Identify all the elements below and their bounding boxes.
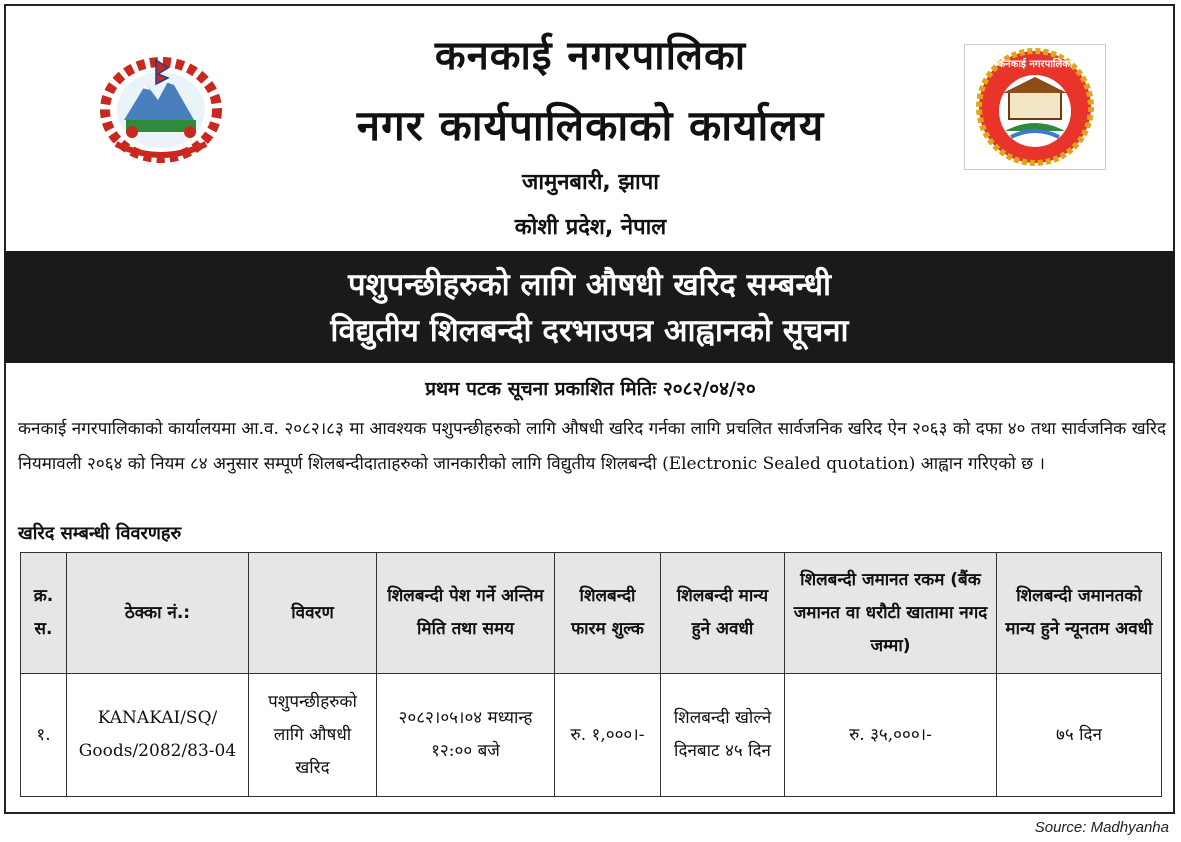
cell-sn: १. — [21, 674, 67, 797]
logo-text-arc: कनकाई नगरपालिका — [997, 59, 1073, 70]
publication-date: प्रथम पटक सूचना प्रकाशित मितिः २०८२/०४/२० — [425, 378, 756, 400]
table-header-row — [21, 553, 1162, 674]
header-validity: शिलबन्दी मान्य हुने अवधी — [661, 553, 785, 674]
header-description: विवरण — [249, 553, 377, 674]
header-deadline: शिलबन्दी पेश गर्ने अन्तिम मिति तथा समय — [377, 553, 555, 674]
cell-bid-security: रु. ३५,०००।- — [785, 674, 997, 797]
table-row — [21, 674, 1162, 797]
cell-form-fee: रु. १,०००।- — [555, 674, 661, 797]
header-sn: क्र. स. — [21, 553, 67, 674]
cell-contract-no: KANAKAI/SQ/ Goods/2082/83-04 — [67, 674, 249, 797]
banner-line-2: विद्युतीय शिलबन्दी दरभाउपत्र आह्वानको सूचना — [330, 313, 849, 349]
procurement-details-title: खरिद सम्बन्धी विवरणहरु — [18, 523, 182, 544]
cell-security-validity: ७५ दिन — [997, 674, 1162, 797]
header-bid-security: शिलबन्दी जमानत रकम (बैंक जमानत वा धरौटी खातामा नगद जम्मा) — [785, 553, 997, 674]
cell-description: पशुपन्छीहरुको लागि औषधी खरिद — [249, 674, 377, 797]
notice-body-text: कनकाई नगरपालिकाको कार्यालयमा आ.व. २०८२।८३ मा आवश्यक पशुपन्छीहरुको लागि औषधी खरिद गर्नका लागि प्रचलित सार्वजनिक खरिद ऐन २०६३ को दफा ४० तथा सार्वजनिक खरिद नियमावली २०६४ को नियम ८४ अनुसार सम्पूर्ण शिलबन्दीदाताहरुको जानकारीको लागि विद्युतीय शिलबन्दी (Electronic Sealed quotation) आह्वान गरिएको छ । — [18, 419, 1166, 474]
header-form-fee: शिलबन्दी फारम शुल्क — [555, 553, 661, 674]
address-line-2: कोशी प्रदेश, नेपाल — [514, 215, 667, 240]
header-contract-no: ठेक्का नं.: — [67, 553, 249, 674]
header-security-validity: शिलबन्दी जमानतको मान्य हुने न्यूनतम अवधी — [997, 553, 1162, 674]
banner-line-1: पशुपन्छीहरुको लागि औषधी खरिद सम्बन्धी — [347, 267, 832, 303]
source-credit: Source: Madhyanha — [1034, 819, 1169, 836]
notice-title-banner — [4, 251, 1175, 363]
office-name: नगर कार्यपालिकाको कार्यालय — [356, 101, 825, 150]
cell-deadline: २०८२।०५।०४ मध्यान्ह १२:०० बजे — [377, 674, 555, 797]
cell-validity: शिलबन्दी खोल्ने दिनबाट ४५ दिन — [661, 674, 785, 797]
procurement-table — [20, 552, 1162, 797]
municipality-name: कनकाई नगरपालिका — [434, 33, 747, 79]
address-line-1: जामुनबारी, झापा — [522, 170, 659, 195]
